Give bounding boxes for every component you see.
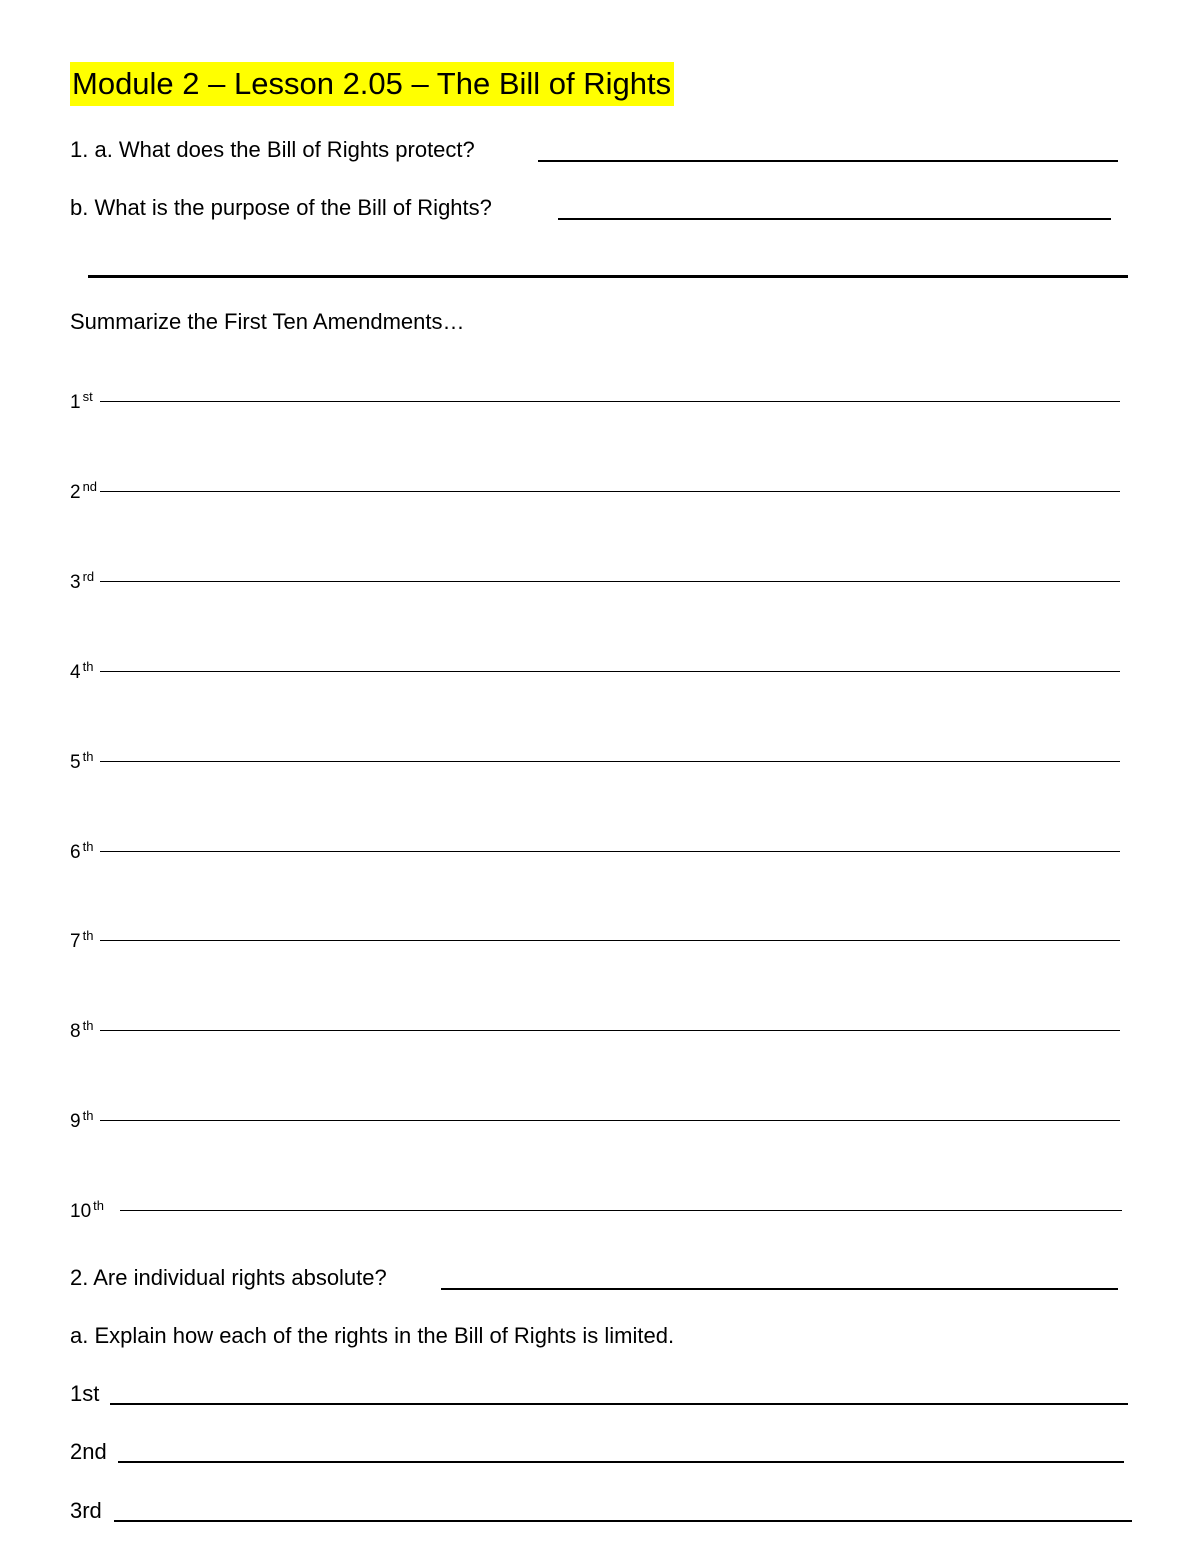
amendment-ordinal-suffix: th [82, 928, 94, 943]
limit-label-3rd: 3rd [70, 1498, 102, 1523]
amendment-label-3 [70, 566, 94, 594]
amendment-label-4 [70, 656, 93, 684]
limit-label-2nd: 2nd [70, 1439, 107, 1464]
limit-label-1st: 1st [70, 1381, 100, 1406]
amendment-answer-line-2[interactable] [100, 491, 1120, 492]
amendment-ordinal-suffix: th [82, 659, 94, 674]
amendment-answer-line-10[interactable] [120, 1210, 1122, 1211]
amendment-ordinal-suffix: th [93, 1198, 104, 1213]
amendment-answer-line-5[interactable] [100, 761, 1120, 762]
amendment-label-2 [70, 476, 97, 504]
question-1a-label: 1. a. What does the Bill of Rights protect? [70, 137, 475, 162]
limit-answer-line-3rd[interactable] [114, 1520, 1132, 1522]
page-title-text: Module 2 – Lesson 2.05 – The Bill of Rights [72, 66, 672, 101]
question-2a-label: a. Explain how each of the rights in the Bill of Rights is limited. [70, 1323, 675, 1348]
amendment-answer-line-1[interactable] [100, 401, 1120, 402]
question-1b-answer-line[interactable] [558, 218, 1111, 220]
amendment-number: 10 [70, 1201, 92, 1222]
amendment-number: 9 [70, 1111, 81, 1132]
amendment-ordinal-suffix: st [82, 389, 93, 404]
amendment-ordinal-suffix: rd [82, 569, 95, 584]
question-1b-answer-line-2[interactable] [88, 275, 1128, 278]
amendment-label-6 [70, 836, 93, 864]
amendment-number: 3 [70, 572, 81, 593]
amendment-ordinal-suffix: th [82, 1108, 94, 1123]
amendment-number: 5 [70, 752, 81, 773]
amendment-answer-line-4[interactable] [100, 671, 1120, 672]
amendment-label-1 [70, 386, 93, 414]
amendment-answer-line-7[interactable] [100, 940, 1120, 941]
amendment-number: 8 [70, 1021, 81, 1042]
page-title [70, 62, 674, 106]
amendment-ordinal-suffix: th [82, 1018, 94, 1033]
limit-answer-line-2nd[interactable] [118, 1461, 1124, 1463]
amendment-label-7 [70, 925, 93, 953]
question-2-label: 2. Are individual rights absolute? [70, 1265, 387, 1290]
amendment-label-8 [70, 1015, 93, 1043]
amendment-answer-line-6[interactable] [100, 851, 1120, 852]
question-1b-label: b. What is the purpose of the Bill of Rights? [70, 195, 492, 220]
amendment-number: 4 [70, 662, 81, 683]
amendment-ordinal-suffix: nd [82, 479, 98, 494]
limit-answer-line-1st[interactable] [110, 1403, 1128, 1405]
summary-heading: Summarize the First Ten Amendments… [70, 309, 465, 334]
amendment-number: 6 [70, 842, 81, 863]
amendment-label-5 [70, 746, 93, 774]
amendment-answer-line-3[interactable] [100, 581, 1120, 582]
amendment-label-9 [70, 1105, 93, 1133]
amendment-ordinal-suffix: th [82, 749, 94, 764]
question-2-answer-line[interactable] [441, 1288, 1118, 1290]
amendment-answer-line-9[interactable] [100, 1120, 1120, 1121]
amendment-number: 2 [70, 482, 81, 503]
amendment-number: 7 [70, 931, 81, 952]
amendment-ordinal-suffix: th [82, 839, 94, 854]
amendment-number: 1 [70, 392, 81, 413]
amendment-label-10 [70, 1195, 104, 1223]
question-1a-answer-line[interactable] [538, 160, 1118, 162]
amendment-answer-line-8[interactable] [100, 1030, 1120, 1031]
